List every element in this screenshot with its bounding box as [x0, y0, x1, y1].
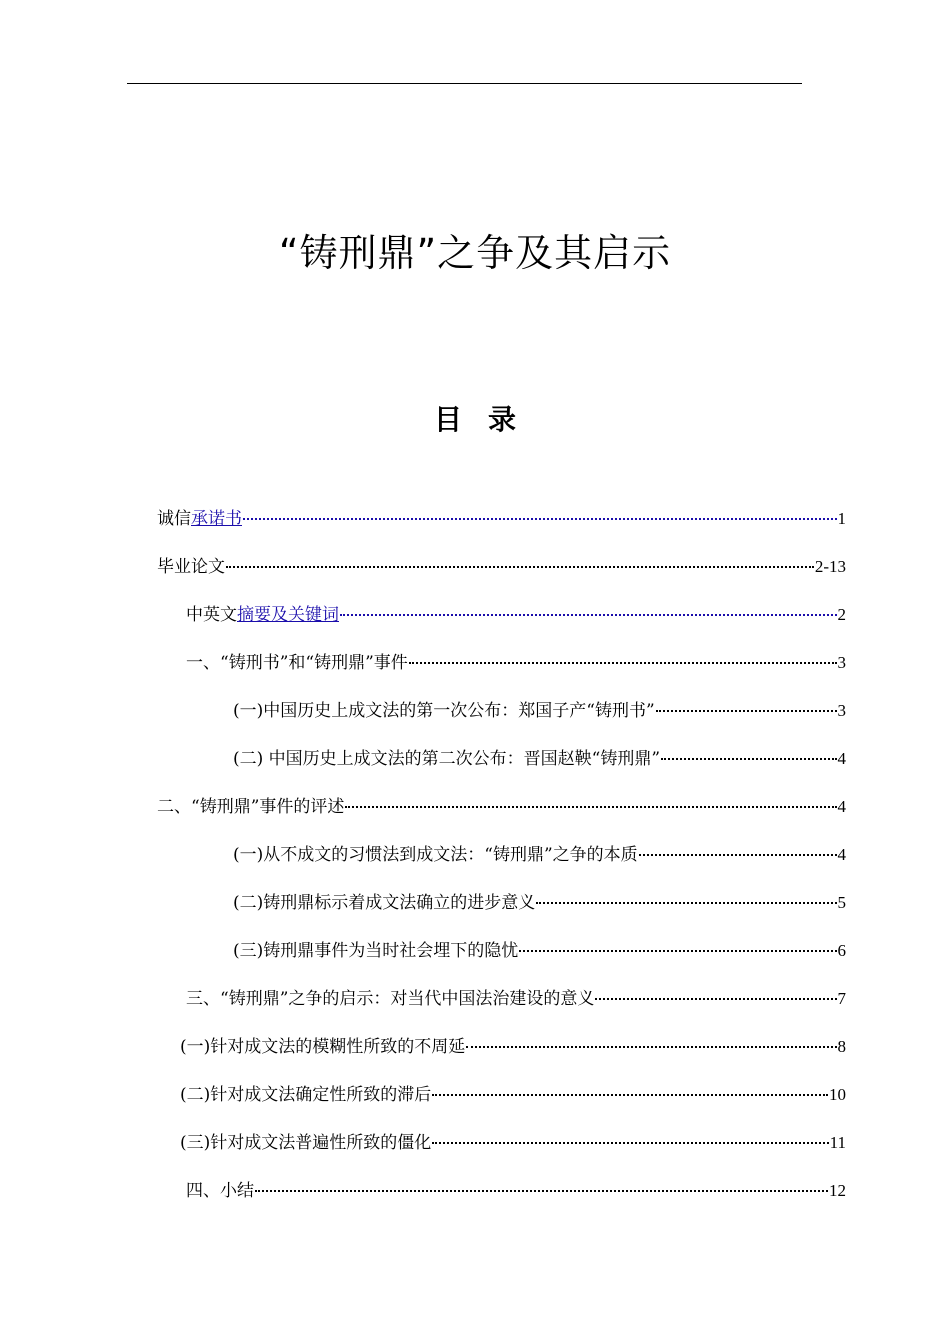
- toc-leader: [340, 614, 837, 616]
- toc-entry-label: (一)从不成文的习惯法到成文法：“铸刑鼎”之争的本质: [233, 845, 638, 865]
- toc-leader: [243, 518, 837, 520]
- toc-leader: [345, 806, 836, 808]
- toc-leader: [432, 1142, 828, 1144]
- toc-entry-integrity-pledge[interactable]: [157, 506, 846, 532]
- toc-entry-section-2-2[interactable]: [233, 890, 846, 916]
- toc-leader: [409, 662, 837, 664]
- toc-page-number: 5: [837, 893, 846, 912]
- toc-page-number: 1: [837, 509, 846, 528]
- toc-entry-section-3-3[interactable]: [180, 1130, 846, 1156]
- toc-entry-prefix: 中英文: [186, 605, 237, 625]
- toc-entry-label: (二)铸刑鼎标示着成文法确立的进步意义: [233, 893, 536, 913]
- toc-entry-section-2-3[interactable]: [233, 938, 846, 964]
- toc-heading-char-1: 目: [433, 403, 462, 436]
- toc-entry-label: 二、“铸刑鼎”事件的评述: [157, 797, 345, 817]
- toc-page-number: 7: [837, 989, 846, 1008]
- toc-leader: [432, 1094, 828, 1096]
- toc-entry-section-3[interactable]: [186, 986, 846, 1012]
- toc-leader: [519, 950, 836, 952]
- toc-page-number: 2: [837, 605, 846, 624]
- toc-page-number: 6: [837, 941, 846, 960]
- toc-heading: [0, 398, 950, 438]
- toc-page-number: 2-13: [814, 557, 846, 576]
- toc-entry-label: (一)中国历史上成文法的第一次公布：郑国子产“铸刑书”: [233, 701, 655, 721]
- toc-entry-section-4[interactable]: [186, 1178, 846, 1204]
- toc-entry-label: 一、“铸刑书”和“铸刑鼎”事件: [186, 653, 408, 673]
- toc-entry-section-2[interactable]: [157, 794, 846, 820]
- toc-entry-label: (三)铸刑鼎事件为当时社会埋下的隐忧: [233, 941, 519, 961]
- header-rule: [127, 83, 802, 84]
- toc-entry-label: 毕业论文: [157, 557, 225, 577]
- toc-entry-section-1-1[interactable]: [233, 698, 846, 724]
- toc-entry-label: (二) 中国历史上成文法的第二次公布：晋国赵鞅“铸刑鼎”: [233, 749, 661, 769]
- toc-page-number: 4: [837, 797, 846, 816]
- toc-page-number: 8: [837, 1037, 846, 1056]
- toc-entry-section-1[interactable]: [186, 650, 846, 676]
- toc-entry-prefix: 诚信: [157, 509, 191, 529]
- toc-leader: [536, 902, 836, 904]
- toc-page-number: 3: [837, 701, 846, 720]
- toc-entry-section-1-2[interactable]: [233, 746, 846, 772]
- toc-page-number: 10: [829, 1085, 846, 1104]
- toc-page-number: 4: [837, 749, 846, 768]
- toc-entry-link[interactable]: 摘要及关键词: [237, 605, 339, 625]
- toc-heading-char-2: 录: [488, 403, 517, 436]
- toc-entry-section-3-2[interactable]: [180, 1082, 846, 1108]
- toc-leader: [595, 998, 836, 1000]
- toc-entry-thesis[interactable]: [157, 554, 846, 580]
- toc-entry-abstract[interactable]: [186, 602, 846, 628]
- toc-leader: [226, 566, 814, 568]
- toc-leader: [661, 758, 836, 760]
- toc-entry-link[interactable]: 承诺书: [191, 509, 242, 529]
- toc-entry-section-3-1[interactable]: [180, 1034, 846, 1060]
- toc-leader: [639, 854, 837, 856]
- toc-page-number: 11: [829, 1133, 846, 1152]
- toc-entry-label: (二)针对成文法确定性所致的滞后: [180, 1085, 432, 1105]
- toc-entry-label: 四、小结: [186, 1181, 254, 1201]
- toc-page-number: 4: [837, 845, 846, 864]
- toc-leader: [466, 1046, 836, 1048]
- toc-leader: [656, 710, 837, 712]
- toc-entry-label: 三、“铸刑鼎”之争的启示：对当代中国法治建设的意义: [186, 989, 595, 1009]
- toc-page-number: 12: [829, 1181, 846, 1200]
- toc-entry-section-2-1[interactable]: [233, 842, 846, 868]
- toc-entry-label: (三)针对成文法普遍性所致的僵化: [180, 1133, 432, 1153]
- toc-leader: [255, 1190, 828, 1192]
- toc-entry-label: (一)针对成文法的模糊性所致的不周延: [180, 1037, 466, 1057]
- document-title: “铸刑鼎”之争及其启示: [278, 231, 672, 275]
- toc-page-number: 3: [837, 653, 846, 672]
